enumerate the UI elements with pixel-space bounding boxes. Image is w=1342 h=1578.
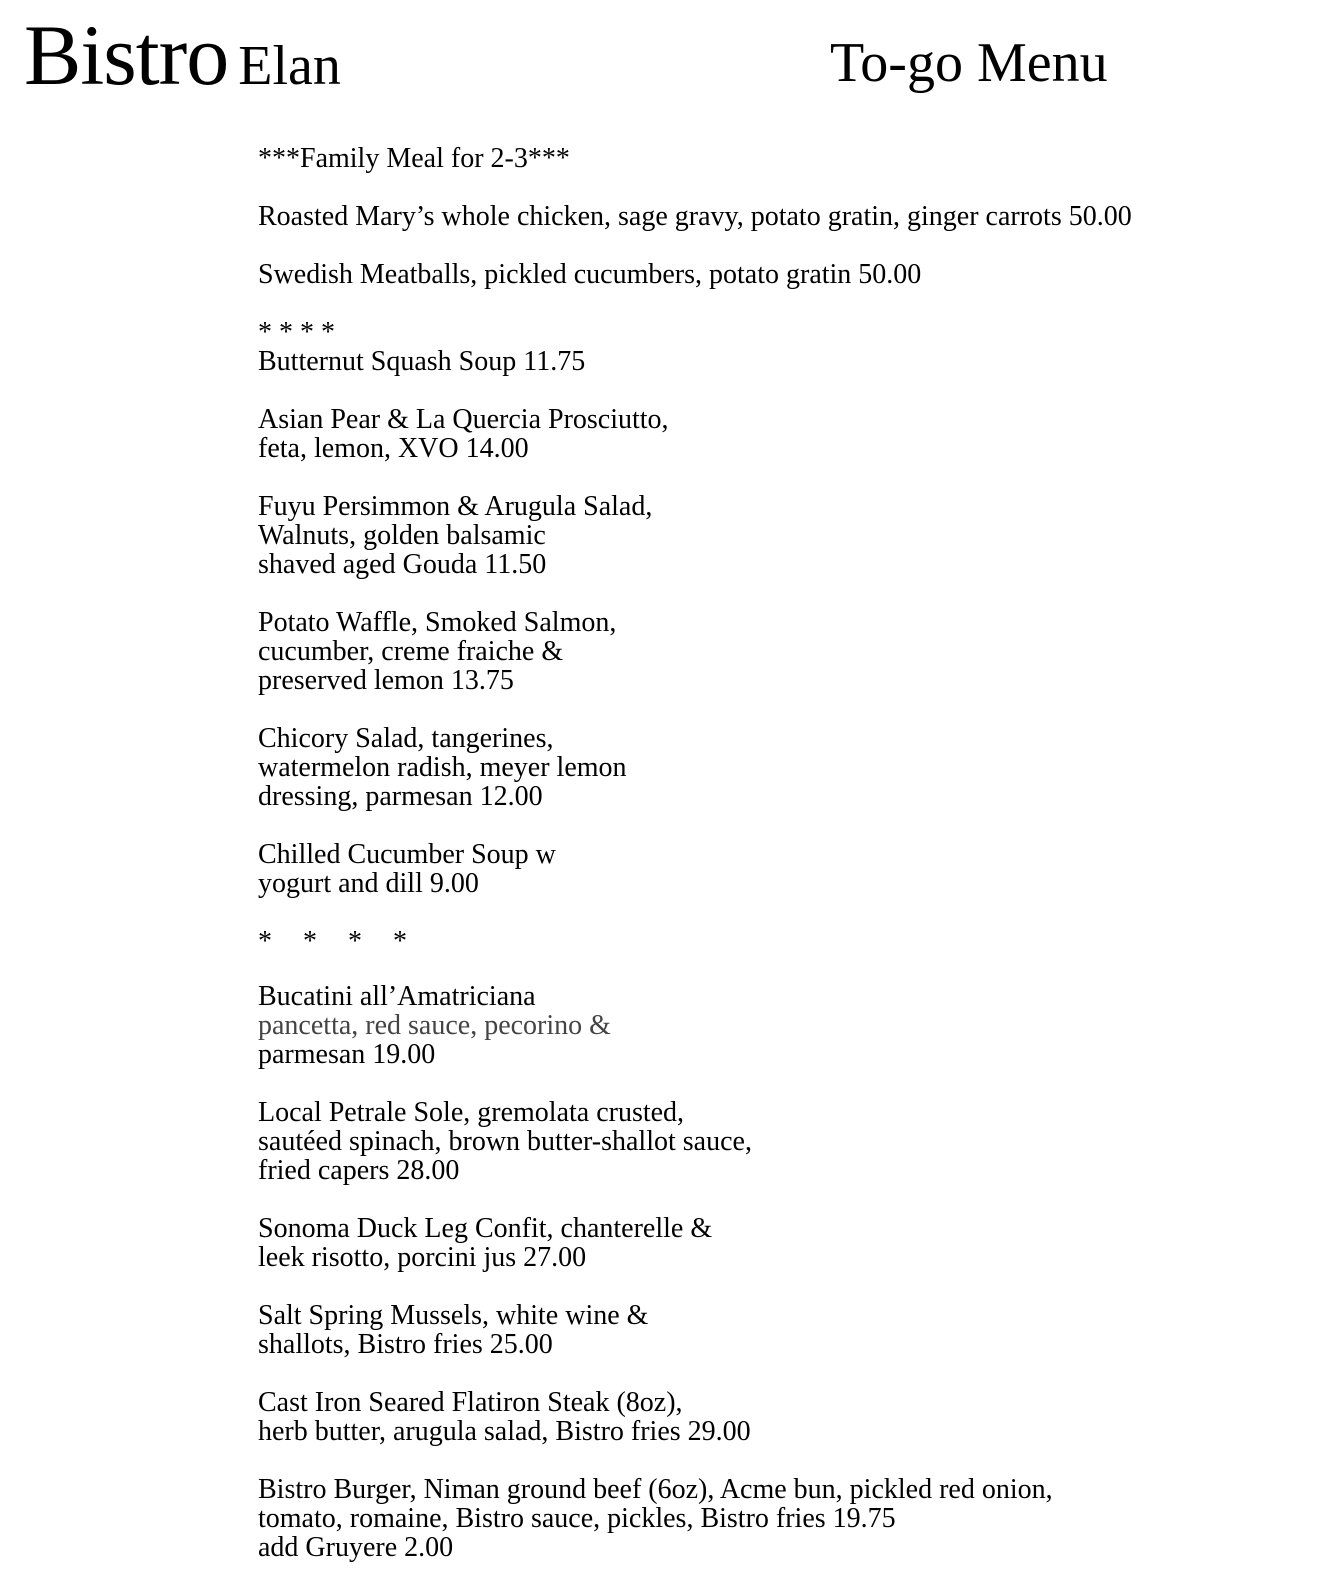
menu-item-line: Bucatini all’Amatriciana: [258, 981, 536, 1012]
menu-item-line: shaved aged Gouda 11.50: [258, 549, 547, 580]
divider: [258, 927, 1318, 956]
menu-item-line: yogurt and dill 9.00: [258, 868, 479, 899]
menu-title: To-go Menu: [830, 32, 1108, 94]
menu-item-line: tomato, romaine, Bistro sauce, pickles, Bistro fries 19.75: [258, 1503, 896, 1534]
menu-item-line: parmesan 19.00: [258, 1039, 436, 1070]
menu-item-line: pancetta, red sauce, pecorino &: [258, 1010, 611, 1041]
menu-item-line: Roasted Mary’s whole chicken, sage gravy, potato gratin, ginger carrots 50.00: [258, 201, 1132, 232]
menu-header: [0, 0, 1342, 110]
menu-item-line: Salt Spring Mussels, white wine &: [258, 1300, 649, 1331]
divider: [258, 318, 1318, 347]
menu-item: [258, 724, 1318, 811]
menu-item: [258, 1214, 1318, 1272]
divider-stars: * * * *: [258, 317, 335, 348]
menu-item: [258, 1475, 1318, 1562]
menu-item-line: Asian Pear & La Quercia Prosciutto,: [258, 404, 669, 435]
menu-content: [258, 144, 1318, 1562]
menu-item-line: sautéed spinach, brown butter-shallot sauce,: [258, 1126, 752, 1157]
menu-item-line: fried capers 28.00: [258, 1155, 460, 1186]
divider-stars: * * * *: [258, 926, 419, 957]
menu-item: [258, 1098, 1318, 1185]
menu-item-line: Chicory Salad, tangerines,: [258, 723, 554, 754]
spacer: [258, 956, 1318, 982]
menu-item-line: add Gruyere 2.00: [258, 1532, 454, 1563]
brand-main: Bistro: [24, 7, 229, 103]
family-meal-heading: [258, 144, 1318, 173]
menu-item-line: Sonoma Duck Leg Confit, chanterelle &: [258, 1213, 713, 1244]
menu-item: [258, 260, 1318, 289]
menu-item-line: Bistro Burger, Niman ground beef (6oz), Acme bun, pickled red onion,: [258, 1474, 1053, 1505]
menu-item-line: preserved lemon 13.75: [258, 665, 514, 696]
menu-item-line: Chilled Cucumber Soup w: [258, 839, 556, 870]
menu-item: [258, 202, 1318, 231]
family-heading-text: ***Family Meal for 2-3***: [258, 143, 570, 174]
menu-item-line: Cast Iron Seared Flatiron Steak (8oz),: [258, 1387, 683, 1418]
menu-item: [258, 1301, 1318, 1359]
menu-item-line: watermelon radish, meyer lemon: [258, 752, 627, 783]
menu-item-line: shallots, Bistro fries 25.00: [258, 1329, 553, 1360]
menu-item: [258, 608, 1318, 695]
menu-item: [258, 982, 1318, 1069]
menu-item: [258, 492, 1318, 579]
restaurant-name: [24, 7, 341, 111]
menu-item-line: Local Petrale Sole, gremolata crusted,: [258, 1097, 685, 1128]
menu-item-line: Swedish Meatballs, pickled cucumbers, potato gratin 50.00: [258, 259, 922, 290]
menu-item: [258, 1388, 1318, 1446]
menu-item: [258, 840, 1318, 898]
menu-item: [258, 405, 1318, 463]
menu-item: [258, 347, 1318, 376]
menu-item-line: dressing, parmesan 12.00: [258, 781, 543, 812]
menu-item-line: Fuyu Persimmon & Arugula Salad,: [258, 491, 653, 522]
menu-item-line: Butternut Squash Soup 11.75: [258, 346, 586, 377]
brand-sub: Elan: [238, 35, 341, 97]
menu-item-line: leek risotto, porcini jus 27.00: [258, 1242, 587, 1273]
menu-item-line: Potato Waffle, Smoked Salmon,: [258, 607, 617, 638]
menu-item-line: herb butter, arugula salad, Bistro fries 29.00: [258, 1416, 751, 1447]
menu-item-line: feta, lemon, XVO 14.00: [258, 433, 529, 464]
menu-item-line: cucumber, creme fraiche &: [258, 636, 564, 667]
menu-item-line: Walnuts, golden balsamic: [258, 520, 546, 551]
